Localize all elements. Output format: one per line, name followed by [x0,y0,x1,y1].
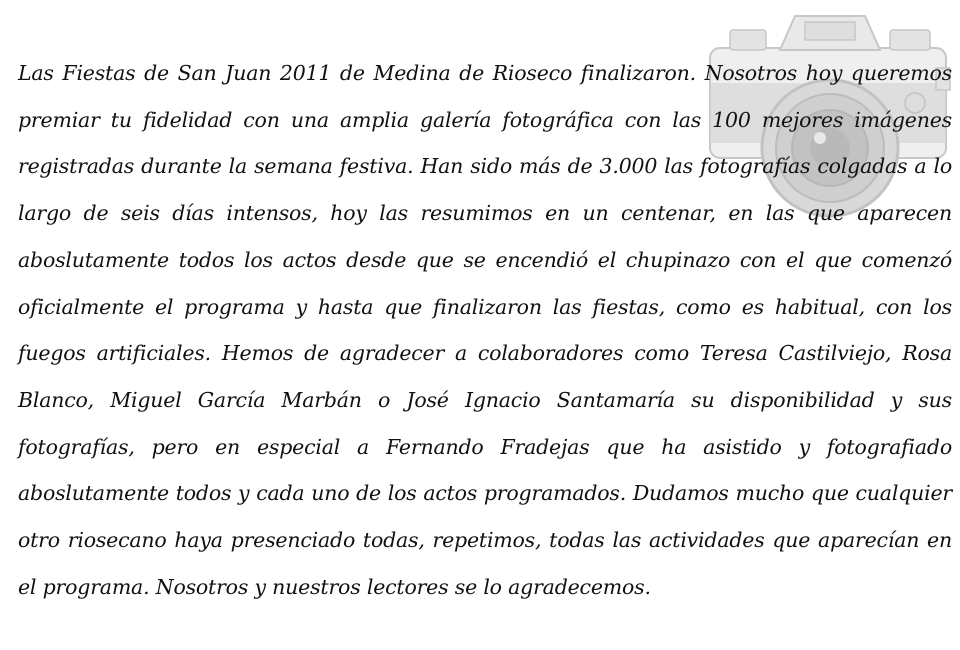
article-body: Las Fiestas de San Juan 2011 de Medina de Rioseco finalizaron. Nosotros hoy queremos premiar tu fidelidad con una amplia galería fotográfica con las 100 mejores imágenes registradas durante la semana festiva. Han sido más de 3.000 las fotografías colgadas a lo largo de seis días intensos, hoy las resumimos en un centenar, en las que aparecen aboslutamente todos los actos desde que se encendió el chupinazo con el que comenzó oficialmente el programa y hasta que finalizaron las fiestas, como es habitual, con los fuegos artificiales. Hemos de agradecer a colaboradores como Teresa Castilviejo, Rosa Blanco, Miguel García Marbán o José Ignacio Santamaría su disponibilidad y sus fotografías, pero en especial a Fernando Fradejas que ha asistido y fotografiado aboslutamente todos y cada uno de los actos programados. Dudamos mucho que cualquier otro riosecano haya presenciado todas, repetimos, todas las actividades que aparecían en el programa. Nosotros y nuestros lectores se lo agradecemos. [18,61,952,599]
